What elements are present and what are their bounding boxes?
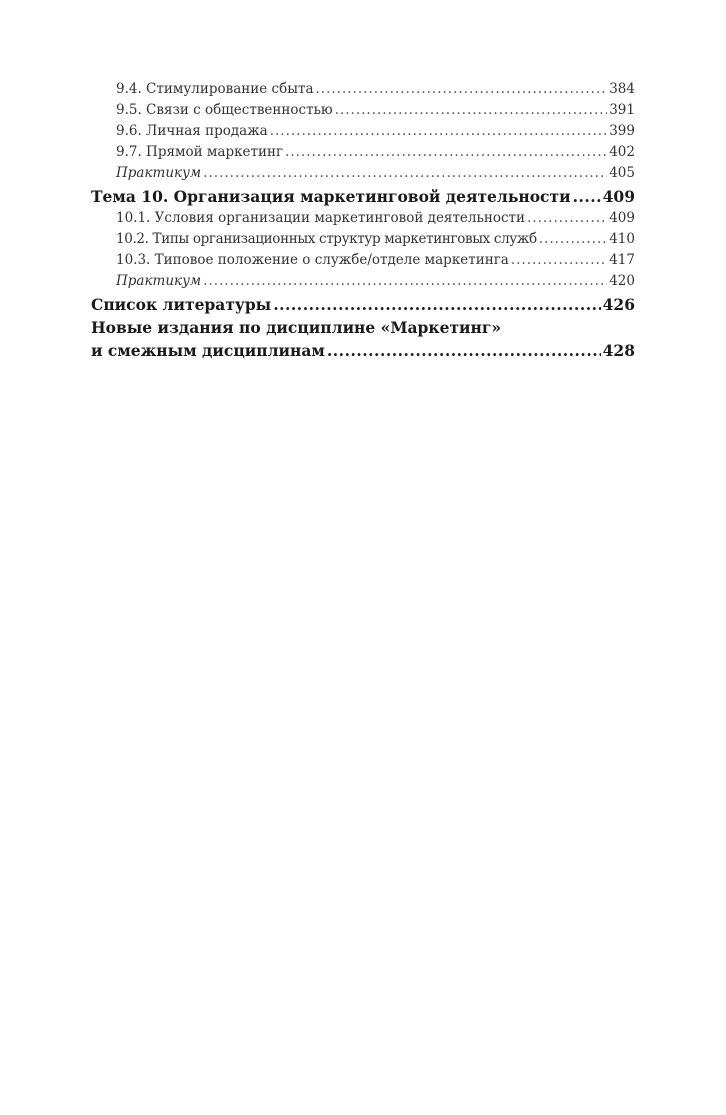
dot-leader bbox=[527, 208, 607, 229]
toc-page-number: 410 bbox=[609, 231, 635, 247]
toc-entry-label: 9.6. Личная продажа bbox=[116, 123, 268, 139]
toc-page-number: 384 bbox=[609, 81, 635, 97]
toc-page-number: 391 bbox=[609, 102, 635, 118]
dot-leader bbox=[539, 229, 607, 250]
toc-chapter-label-line2: и смежным дисциплинам bbox=[91, 341, 325, 360]
toc-entry-label: 10.1. Условия организации маркетинговой деятельности bbox=[116, 210, 525, 226]
toc-entry-label: 10.3. Типовое положение о службе/отделе маркетинга bbox=[116, 252, 509, 268]
toc-entry-label: 9.4. Стимулирование сбыта bbox=[116, 81, 314, 97]
dot-leader bbox=[273, 293, 600, 316]
dot-leader bbox=[270, 121, 608, 142]
dot-leader bbox=[335, 100, 608, 121]
toc-chapter-10[interactable] bbox=[91, 185, 635, 208]
toc-chapter-label-line1: Новые издания по дисциплине «Маркетинг» bbox=[91, 318, 502, 337]
toc-entry-10-1[interactable] bbox=[91, 208, 635, 229]
dot-leader bbox=[327, 339, 601, 362]
toc-chapter-label: Список литературы bbox=[91, 295, 272, 314]
toc-page-number: 409 bbox=[602, 187, 635, 206]
toc-entry-label: 9.5. Связи с общественностью bbox=[116, 102, 333, 118]
toc-page-number: 405 bbox=[609, 165, 635, 181]
toc-page-number: 402 bbox=[609, 144, 635, 160]
toc-entry-label: Практикум bbox=[116, 165, 202, 181]
table-of-contents bbox=[91, 79, 635, 362]
dot-leader bbox=[316, 79, 608, 100]
dot-leader bbox=[285, 142, 607, 163]
dot-leader bbox=[203, 163, 607, 184]
toc-page-number: 420 bbox=[609, 273, 635, 289]
dot-leader bbox=[573, 185, 601, 208]
toc-new-editions[interactable] bbox=[91, 317, 635, 362]
toc-entry-practicum-9[interactable] bbox=[91, 163, 635, 184]
toc-entry-10-2[interactable] bbox=[91, 229, 635, 250]
toc-entry-label: 10.2. Типы организационных структур маркетинговых служб bbox=[116, 231, 537, 247]
toc-chapter-label: Тема 10. Организация маркетинговой деятельности bbox=[91, 187, 571, 206]
toc-entry-9-7[interactable] bbox=[91, 142, 635, 163]
toc-bibliography[interactable] bbox=[91, 293, 635, 316]
toc-page-number: 399 bbox=[609, 123, 635, 139]
toc-entry-9-5[interactable] bbox=[91, 100, 635, 121]
toc-entry-label: 9.7. Прямой маркетинг bbox=[116, 144, 284, 160]
toc-page-number: 428 bbox=[602, 341, 635, 360]
toc-entry-9-4[interactable] bbox=[91, 79, 635, 100]
toc-entry-practicum-10[interactable] bbox=[91, 271, 635, 292]
toc-page-number: 417 bbox=[609, 252, 635, 268]
dot-leader bbox=[203, 271, 607, 292]
toc-entry-label: Практикум bbox=[116, 273, 202, 289]
toc-page-number: 409 bbox=[609, 210, 635, 226]
toc-entry-9-6[interactable] bbox=[91, 121, 635, 142]
toc-entry-10-3[interactable] bbox=[91, 250, 635, 271]
toc-chapter-line2 bbox=[91, 339, 635, 362]
dot-leader bbox=[511, 250, 607, 271]
toc-page-number: 426 bbox=[602, 295, 635, 314]
